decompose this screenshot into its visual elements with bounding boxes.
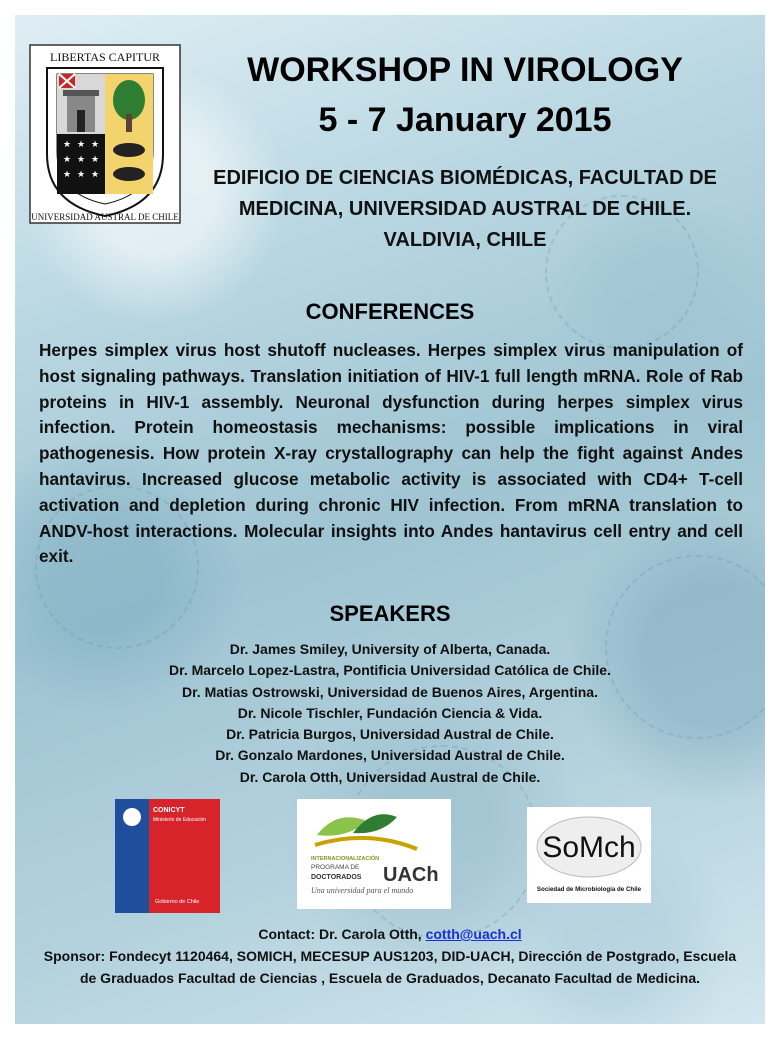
university-crest-logo (29, 44, 181, 224)
svg-text:★: ★ (77, 140, 86, 150)
sponsor-text: Sponsor: Fondecyt 1120464, SOMICH, MECESUP AUS1203, DID-UACH, Dirección de Postgrado, Escuela de Graduados Facultad de Ciencias , Escuela de Graduados, Decanato Facultad de Medicina. (43, 948, 737, 986)
svg-text:★: ★ (63, 155, 72, 165)
speakers-list (115, 639, 665, 788)
workshop-dates: 5 - 7 January 2015 (318, 101, 612, 139)
poster (15, 15, 765, 1024)
speaker-item: Dr. Patricia Burgos, Universidad Austral de Chile. (226, 726, 554, 743)
conferences-heading: CONFERENCES (305, 299, 475, 324)
contact-email-link[interactable]: cotth@uach.cl (425, 926, 522, 942)
speaker-item: Dr. Nicole Tischler, Fundación Ciencia & Vida. (237, 704, 543, 721)
svg-text:★: ★ (91, 170, 100, 180)
svg-text:★: ★ (63, 170, 72, 180)
conicyt-government: Gobierno de Chile (155, 899, 200, 905)
somich-brand: SoMch (542, 831, 636, 864)
uach-line1: INTERNACIONALIZACIÓN (311, 856, 380, 862)
conicyt-ministry: Ministerio de Educación (153, 817, 207, 823)
uach-brand: UACh (383, 864, 439, 886)
speaker-item: Dr. Matias Ostrowski, Universidad de Buenos Aires, Argentina. (182, 683, 598, 700)
svg-text:★: ★ (91, 155, 100, 165)
speaker-item: Dr. Gonzalo Mardones, Universidad Austral de Chile. (215, 747, 565, 764)
crest-motto: LIBERTAS CAPITUR (50, 50, 160, 64)
uach-line3: DOCTORADOS (311, 874, 362, 881)
contact-line (15, 923, 765, 945)
workshop-title: WORKSHOP IN VIROLOGY (247, 51, 683, 89)
conicyt-logo (115, 799, 220, 913)
conferences-body: Herpes simplex virus host shutoff nucleases. Herpes simplex virus manipulation of host signaling pathways. Translation initiation of HIV-1 full length mRNA. Role of Rab proteins in HIV-1 assembly. Neuronal dysfunction during herpes simplex virus infection. Protein homeostasis mechanisms: possible implications in viral pathogenesis. How protein X-ray crystallography can help the fight against Andes hantavirus. Increased glucose metabolic activity is associated with CD4+ T-cell activation and depletion during chronic HIV infection. From mRNA translation to ANDV-host interactions. Molecular insights into Andes hantavirus cell entry and cell exit. (39, 340, 743, 567)
speakers-heading: SPEAKERS (329, 601, 451, 626)
contact-label: Contact: Dr. Carola Otth, (258, 926, 426, 942)
speaker-item: Dr. James Smiley, University of Alberta, Canada. (229, 641, 551, 657)
uach-tagline: Una universidad para el mundo (311, 886, 414, 895)
workshop-venue: EDIFICIO DE CIENCIAS BIOMÉDICAS, FACULTAD DE MEDICINA, UNIVERSIDAD AUSTRAL DE CHILE. VALDIVIA, CHILE (213, 167, 717, 251)
somich-logo (527, 807, 651, 903)
uach-doctorados-logo (297, 799, 451, 909)
conicyt-name: CONICYT (153, 807, 185, 814)
svg-text:★: ★ (77, 155, 86, 165)
speaker-item: Dr. Marcelo Lopez-Lastra, Pontificia Universidad Católica de Chile. (169, 662, 611, 679)
speaker-item: Dr. Carola Otth, Universidad Austral de Chile. (239, 768, 541, 785)
crest-ring-text: UNIVERSIDAD AUSTRAL DE CHILE (31, 212, 179, 222)
svg-text:★: ★ (63, 140, 72, 150)
uach-line2: PROGRAMA DE (311, 864, 360, 871)
somich-subtitle: Sociedad de Microbiología de Chile (536, 886, 642, 893)
svg-text:★: ★ (91, 140, 100, 150)
svg-text:★: ★ (77, 170, 86, 180)
